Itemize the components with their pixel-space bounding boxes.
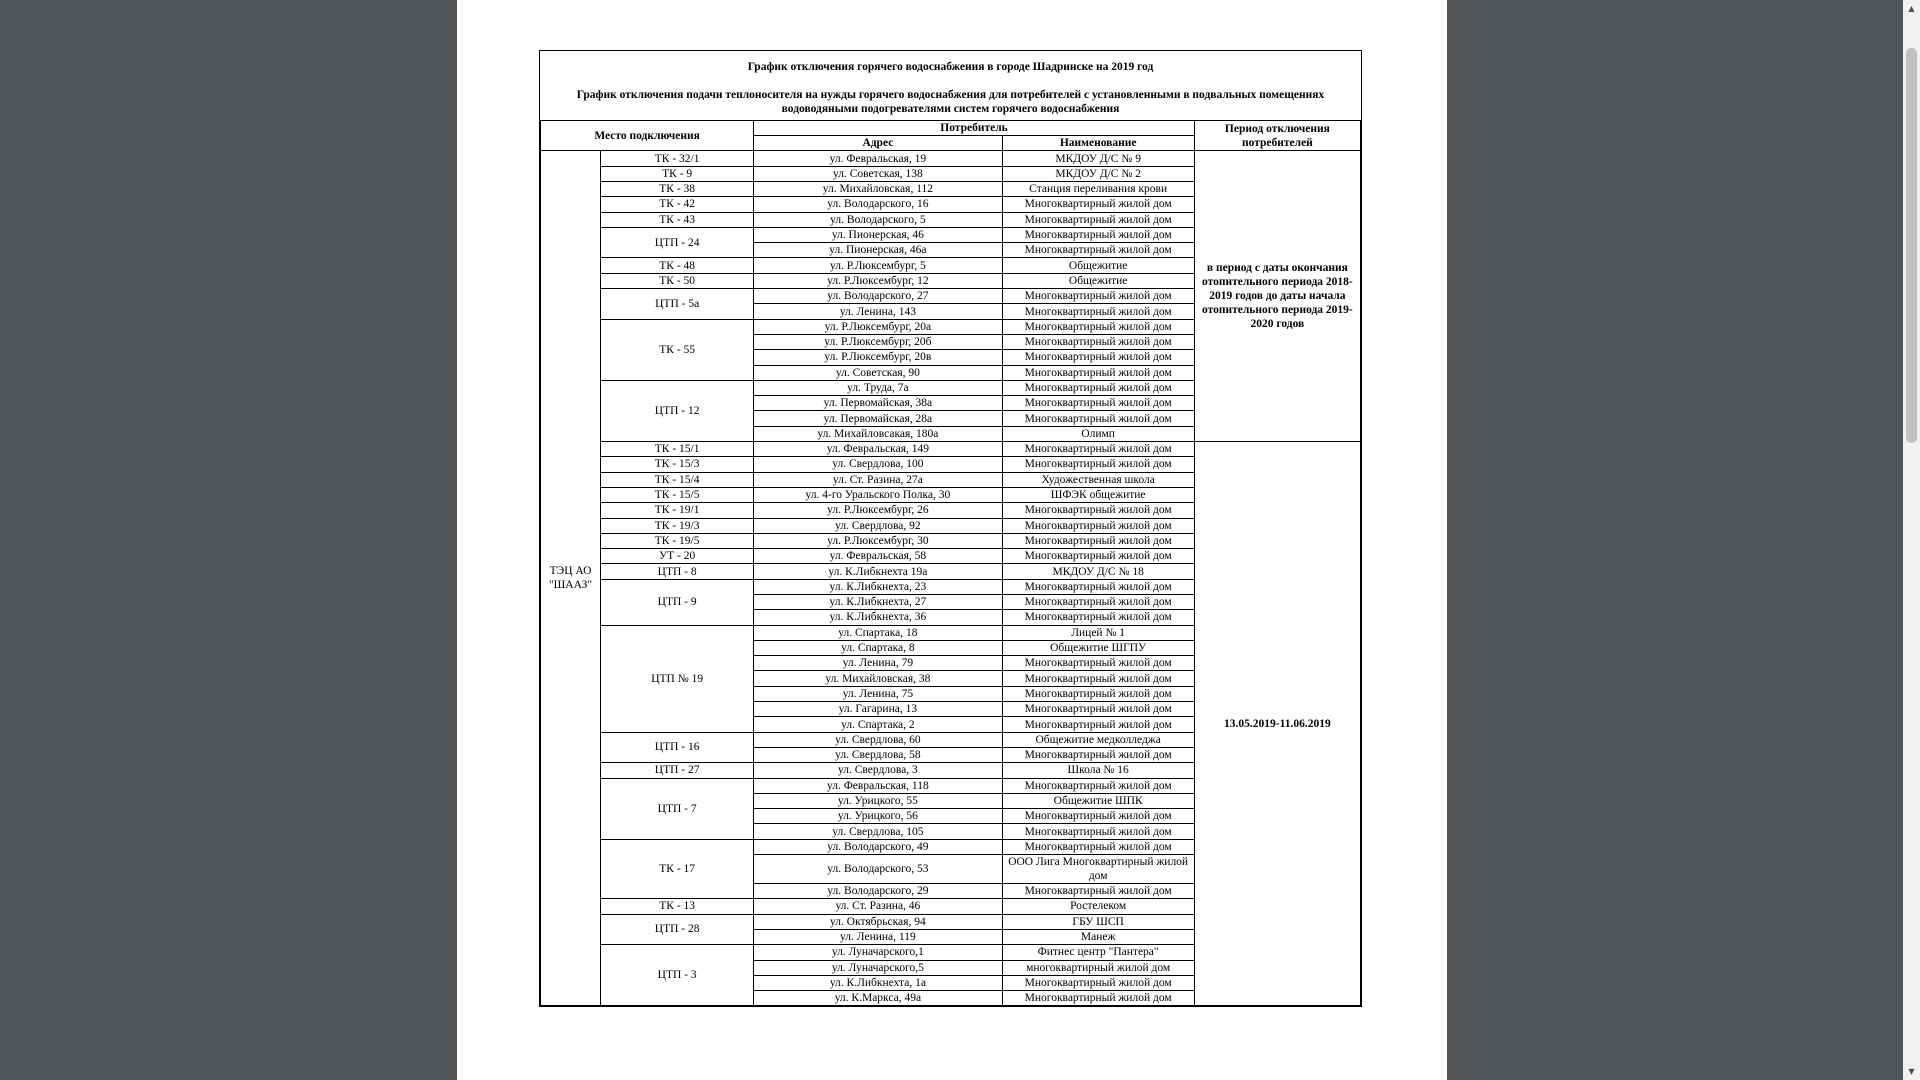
node-cell: ЦТП - 7 (601, 778, 754, 839)
address-cell: ул. 4-го Уральского Полка, 30 (754, 487, 1002, 502)
name-cell: Многоквартирный жилой дом (1002, 457, 1194, 472)
node-cell: ТК - 9 (601, 166, 754, 181)
name-cell: ШФЭК общежитие (1002, 487, 1194, 502)
address-cell: ул. К.Либкнехта, 36 (754, 610, 1002, 625)
address-cell: ул. Володарского, 53 (754, 855, 1002, 884)
name-cell: Станция переливания крови (1002, 181, 1194, 196)
name-cell: Многоквартирный жилой дом (1002, 212, 1194, 227)
node-cell: ТК - 15/5 (601, 487, 754, 502)
address-cell: ул. Володарского, 5 (754, 212, 1002, 227)
name-cell: Ростелеком (1002, 899, 1194, 914)
address-cell: ул. Пионерская, 46а (754, 243, 1002, 258)
name-cell: Многоквартирный жилой дом (1002, 442, 1194, 457)
node-cell: ЦТП - 8 (601, 564, 754, 579)
address-cell: ул. Ленина, 143 (754, 304, 1002, 319)
document-page (457, 0, 1447, 1080)
node-cell: ЦТП - 28 (601, 914, 754, 945)
name-cell: Многоквартирный жилой дом (1002, 289, 1194, 304)
address-cell: ул. К.Маркса, 49а (754, 991, 1002, 1006)
address-cell: ул. Ленина, 119 (754, 929, 1002, 944)
header-place: Место подключения (541, 121, 754, 151)
node-cell: ЦТП - 5а (601, 289, 754, 320)
address-cell: ул. Февральская, 149 (754, 442, 1002, 457)
name-cell: Многоквартирный жилой дом (1002, 579, 1194, 594)
address-cell: ул. Советская, 138 (754, 166, 1002, 181)
node-cell: ТК - 19/1 (601, 503, 754, 518)
node-cell: ТК - 48 (601, 258, 754, 273)
schedule-document (539, 50, 1362, 1007)
address-cell: ул. Советская, 90 (754, 365, 1002, 380)
name-cell: Школа № 16 (1002, 763, 1194, 778)
address-cell: ул. Р.Люксембург, 30 (754, 533, 1002, 548)
node-cell: ТК - 38 (601, 181, 754, 196)
name-cell: Общежитие ШГПУ (1002, 640, 1194, 655)
address-cell: ул. Луначарского,5 (754, 960, 1002, 975)
address-cell: ул. Свердлова, 100 (754, 457, 1002, 472)
vertical-scrollbar[interactable] (1903, 0, 1920, 1080)
address-cell: ул. Луначарского,1 (754, 945, 1002, 960)
address-cell: ул. Михайловсакая, 180а (754, 426, 1002, 441)
name-cell: Олимп (1002, 426, 1194, 441)
name-cell: Многоквартирный жилой дом (1002, 549, 1194, 564)
address-cell: ул. Р.Люксембург, 20а (754, 319, 1002, 334)
node-cell: ТК - 43 (601, 212, 754, 227)
node-cell: ТК - 15/1 (601, 442, 754, 457)
address-cell: ул. К.Либкнехта 19а (754, 564, 1002, 579)
name-cell: Общежитие медколледжа (1002, 732, 1194, 747)
address-cell: ул. Ленина, 75 (754, 686, 1002, 701)
table-body (541, 151, 1361, 1006)
address-cell: ул. Ленина, 79 (754, 656, 1002, 671)
name-cell: Многоквартирный жилой дом (1002, 595, 1194, 610)
document-title: График отключения горячего водоснабжения в городе Шадринске на 2019 год (747, 61, 1154, 73)
document-header (540, 51, 1361, 120)
name-cell: ГБУ ШСП (1002, 914, 1194, 929)
address-cell: ул. Р.Люксембург, 20б (754, 334, 1002, 349)
name-cell: Многоквартирный жилой дом (1002, 702, 1194, 717)
table-row (541, 442, 1361, 457)
name-cell: Многоквартирный жилой дом (1002, 884, 1194, 899)
name-cell: Лицей № 1 (1002, 625, 1194, 640)
name-cell: МКДОУ Д/С № 18 (1002, 564, 1194, 579)
node-cell: ТК - 13 (601, 899, 754, 914)
name-cell: Многоквартирный жилой дом (1002, 243, 1194, 258)
header-period: Период отключения потребителей (1194, 121, 1360, 151)
address-cell: ул. Р.Люксембург, 20в (754, 350, 1002, 365)
name-cell: Манеж (1002, 929, 1194, 944)
period-cell: 13.05.2019-11.06.2019 (1194, 442, 1360, 1006)
name-cell: многоквартирный жилой дом (1002, 960, 1194, 975)
node-cell: ТК - 15/3 (601, 457, 754, 472)
name-cell: Многоквартирный жилой дом (1002, 197, 1194, 212)
address-cell: ул. Февральская, 19 (754, 151, 1002, 166)
name-cell: МКДОУ Д/С № 9 (1002, 151, 1194, 166)
name-cell: Многоквартирный жилой дом (1002, 656, 1194, 671)
node-cell: ТК - 32/1 (601, 151, 754, 166)
name-cell: Многоквартирный жилой дом (1002, 350, 1194, 365)
address-cell: ул. Свердлова, 92 (754, 518, 1002, 533)
address-cell: ул. Свердлова, 3 (754, 763, 1002, 778)
address-cell: ул. Февральская, 118 (754, 778, 1002, 793)
name-cell: Многоквартирный жилой дом (1002, 747, 1194, 762)
address-cell: ул. Урицкого, 56 (754, 809, 1002, 824)
address-cell: ул. Спартака, 8 (754, 640, 1002, 655)
header-consumer: Потребитель (754, 121, 1195, 136)
address-cell: ул. Февральская, 58 (754, 549, 1002, 564)
node-cell: ТК - 17 (601, 839, 754, 899)
node-cell: ТК - 42 (601, 197, 754, 212)
address-cell: ул. Ст. Разина, 27а (754, 472, 1002, 487)
name-cell: Многоквартирный жилой дом (1002, 380, 1194, 395)
name-cell: Многоквартирный жилой дом (1002, 671, 1194, 686)
address-cell: ул. Урицкого, 55 (754, 793, 1002, 808)
name-cell: Многоквартирный жилой дом (1002, 991, 1194, 1006)
scroll-down-arrow-icon[interactable]: ▼ (1908, 1067, 1915, 1076)
document-subtitle: График отключения подачи теплоносителя на нужды горячего водоснабжения для потребителей с установленными в подвальных помещениях водоводяными подогревателями систем горячего водоснабжения (576, 88, 1325, 115)
table-header (541, 121, 1361, 151)
name-cell: Многоквартирный жилой дом (1002, 518, 1194, 533)
name-cell: Многоквартирный жилой дом (1002, 839, 1194, 854)
address-cell: ул. Свердлова, 60 (754, 732, 1002, 747)
address-cell: ул. К.Либкнехта, 1а (754, 975, 1002, 990)
address-cell: ул. Михайловская, 112 (754, 181, 1002, 196)
name-cell: Многоквартирный жилой дом (1002, 824, 1194, 839)
address-cell: ул. Свердлова, 105 (754, 824, 1002, 839)
name-cell: Многоквартирный жилой дом (1002, 503, 1194, 518)
address-cell: ул. Р.Люксембург, 26 (754, 503, 1002, 518)
address-cell: ул. К.Либкнехта, 27 (754, 595, 1002, 610)
node-cell: ЦТП - 3 (601, 945, 754, 1006)
name-cell: Многоквартирный жилой дом (1002, 809, 1194, 824)
address-cell: ул. Первомайская, 28а (754, 411, 1002, 426)
name-cell: Многоквартирный жилой дом (1002, 396, 1194, 411)
name-cell: Многоквартирный жилой дом (1002, 304, 1194, 319)
period-cell: в период с даты окончания отопительного периода 2018-2019 годов до даты начала отопительного периода 2019-2020 годов (1194, 151, 1360, 442)
name-cell: Многоквартирный жилой дом (1002, 227, 1194, 242)
node-cell: ЦТП - 16 (601, 732, 754, 763)
name-cell: Общежитие (1002, 273, 1194, 288)
address-cell: ул. Пионерская, 46 (754, 227, 1002, 242)
name-cell: Многоквартирный жилой дом (1002, 975, 1194, 990)
node-cell: ТК - 19/3 (601, 518, 754, 533)
node-cell: ЦТП - 24 (601, 227, 754, 258)
address-cell: ул. К.Либкнехта, 23 (754, 579, 1002, 594)
node-cell: ТК - 15/4 (601, 472, 754, 487)
header-name: Наименование (1002, 136, 1194, 151)
scroll-up-arrow-icon[interactable]: ▲ (1908, 4, 1915, 13)
address-cell: ул. Михайловская, 38 (754, 671, 1002, 686)
address-cell: ул. Володарского, 49 (754, 839, 1002, 854)
name-cell: Многоквартирный жилой дом (1002, 319, 1194, 334)
address-cell: ул. Володарского, 16 (754, 197, 1002, 212)
address-cell: ул. Володарского, 29 (754, 884, 1002, 899)
name-cell: МКДОУ Д/С № 2 (1002, 166, 1194, 181)
node-cell: ЦТП - 9 (601, 579, 754, 625)
address-cell: ул. Октябрьская, 94 (754, 914, 1002, 929)
name-cell: Общежитие (1002, 258, 1194, 273)
name-cell: Общежитие ШПК (1002, 793, 1194, 808)
name-cell: Многоквартирный жилой дом (1002, 686, 1194, 701)
address-cell: ул. Первомайская, 38а (754, 396, 1002, 411)
node-cell: ТК - 50 (601, 273, 754, 288)
name-cell: ООО Лига Многоквартирный жилой дом (1002, 855, 1194, 884)
name-cell: Многоквартирный жилой дом (1002, 365, 1194, 380)
name-cell: Многоквартирный жилой дом (1002, 717, 1194, 732)
node-cell: ЦТП - 27 (601, 763, 754, 778)
schedule-table (540, 120, 1361, 1006)
address-cell: ул. Р.Люксембург, 12 (754, 273, 1002, 288)
node-cell: ТК - 19/5 (601, 533, 754, 548)
table-row (541, 151, 1361, 166)
address-cell: ул. Спартака, 2 (754, 717, 1002, 732)
address-cell: ул. Ст. Разина, 46 (754, 899, 1002, 914)
name-cell: Многоквартирный жилой дом (1002, 778, 1194, 793)
name-cell: Художественная школа (1002, 472, 1194, 487)
name-cell: Многоквартирный жилой дом (1002, 411, 1194, 426)
address-cell: ул. Володарского, 27 (754, 289, 1002, 304)
node-cell: УТ - 20 (601, 549, 754, 564)
address-cell: ул. Р.Люксембург, 5 (754, 258, 1002, 273)
scrollbar-thumb[interactable] (1906, 48, 1917, 443)
address-cell: ул. Свердлова, 58 (754, 747, 1002, 762)
name-cell: Многоквартирный жилой дом (1002, 610, 1194, 625)
address-cell: ул. Гагарина, 13 (754, 702, 1002, 717)
name-cell: Фитнес центр "Пантера" (1002, 945, 1194, 960)
address-cell: ул. Спартака, 18 (754, 625, 1002, 640)
source-cell: ТЭЦ АО "ШААЗ" (541, 151, 601, 1006)
node-cell: ТК - 55 (601, 319, 754, 380)
node-cell: ЦТП № 19 (601, 625, 754, 732)
name-cell: Многоквартирный жилой дом (1002, 533, 1194, 548)
node-cell: ЦТП - 12 (601, 380, 754, 441)
header-address: Адрес (754, 136, 1002, 151)
name-cell: Многоквартирный жилой дом (1002, 334, 1194, 349)
address-cell: ул. Труда, 7а (754, 380, 1002, 395)
